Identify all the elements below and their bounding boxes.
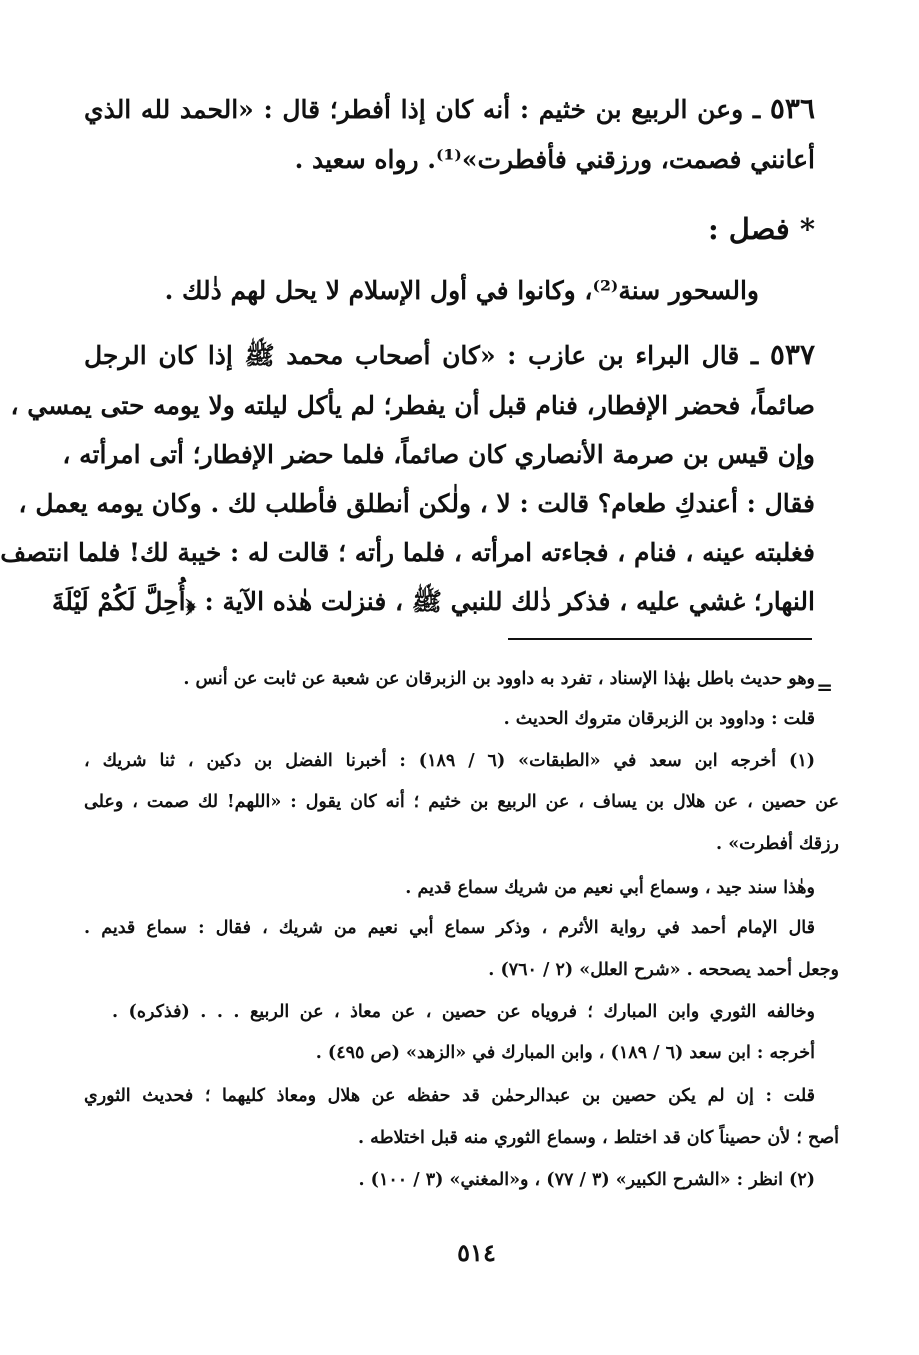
- footnote-line: (١) أخرجه ابن سعد في «الطبقات» (٦ / ١٨٩) : أخبرنا الفضل بن دكين ، ثنا شريك ،: [84, 751, 815, 771]
- footnote-line: أخرجه : ابن سعد (٦ / ١٨٩) ، وابن المبارك في «الزهد» (ص ٤٩٥) .: [315, 1043, 815, 1063]
- hadith-537-line-6: النهار؛ غشي عليه ، فذكر ذٰلك للنبي ﷺ ، فنزلت هٰذه الآية : ﴿أُحِلَّ لَكُمْ لَيْلَةَ: [51, 587, 815, 616]
- footnote-line: وجعل أحمد يصححه . «شرح العلل» (٢ / ٧٦٠) .: [488, 960, 839, 980]
- hadith-536-line-2: أعانني فصمت، ورزقني فأفطرت»⁽¹⁾. رواه سعيد .: [294, 145, 815, 174]
- hadith-537-line-3: وإن قيس بن صرمة الأنصاري كان صائماً، فلما حضر الإفطار؛ أتى امرأته ،: [62, 440, 815, 469]
- footnote-line: رزقك أفطرت» .: [716, 834, 839, 854]
- hadith-536-number: ٥٣٦: [769, 92, 815, 125]
- footnote-continuation-mark: =: [816, 675, 833, 699]
- page-number: ٥١٤: [457, 1238, 496, 1267]
- footnote-line: قال الإمام أحمد في رواية الأثرم ، وذكر سماع أبي نعيم من شريك ، فقال : سماع قديم .: [84, 918, 815, 938]
- hadith-537-line-2: صائماً، فحضر الإفطار، فنام قبل أن يفطر؛ لم يأكل ليلته ولا يومه حتى يمسي ،: [10, 391, 815, 420]
- footnote-line: وهٰذا سند جيد ، وسماع أبي نعيم من شريك سماع قديم .: [405, 878, 815, 898]
- hadith-537-text: ـ قال البراء بن عازب : «كان أصحاب محمد ﷺ إذا كان الرجل: [84, 341, 759, 370]
- hadith-536-line-1: [84, 94, 815, 125]
- hadith-537-line-1: [84, 340, 815, 371]
- footnote-line: قلت : وداوود بن الزبرقان متروك الحديث .: [503, 709, 815, 729]
- footnote-line: وخالفه الثوري وابن المبارك ؛ فروياه عن حصين ، عن معاذ ، عن الربيع . . . (فذكره) .: [112, 1002, 815, 1022]
- hadith-536-text: ـ وعن الربيع بن خثيم : أنه كان إذا أفطر؛ قال : «الحمد لله الذي: [84, 95, 761, 124]
- footnote-line: (٢) انظر : «الشرح الكبير» (٣ / ٧٧) ، و«المغني» (٣ / ١٠٠) .: [358, 1170, 815, 1190]
- footnote-line: وهو حديث باطل بهٰذا الإسناد ، تفرد به داوود بن الزبرقان عن شعبة عن ثابت عن أنس .: [183, 669, 815, 689]
- footnote-line: قلت : إن لم يكن حصين بن عبدالرحمٰن قد حفظه عن هلال ومعاذ كليهما ؛ فحديث الثوري: [84, 1086, 815, 1106]
- footnote-line: أصح ؛ لأن حصيناً كان قد اختلط ، وسماع الثوري منه قبل اختلاطه .: [358, 1128, 839, 1148]
- hadith-537-line-4: فقال : أعندكِ طعام؟ قالت : لا ، ولٰكن أنطلق فأطلب لك . وكان يومه يعمل ،: [18, 489, 815, 518]
- hadith-537-line-5: فغلبته عينه ، فنام ، فجاءته امرأته ، فلما رأته ؛ قالت له : خيبة لك! فلما انتصف: [0, 538, 815, 567]
- footnote-line: عن حصين ، عن هلال بن يساف ، عن الربيع بن خثيم ؛ أنه كان يقول : «اللهم! لك صمت ، وعلى: [84, 792, 839, 812]
- section-heading: * فصل :: [707, 212, 815, 246]
- section-text: والسحور سنة⁽²⁾، وكانوا في أول الإسلام لا يحل لهم ذٰلك .: [164, 276, 759, 305]
- hadith-537-number: ٥٣٧: [769, 338, 815, 371]
- footnote-separator: [508, 638, 812, 640]
